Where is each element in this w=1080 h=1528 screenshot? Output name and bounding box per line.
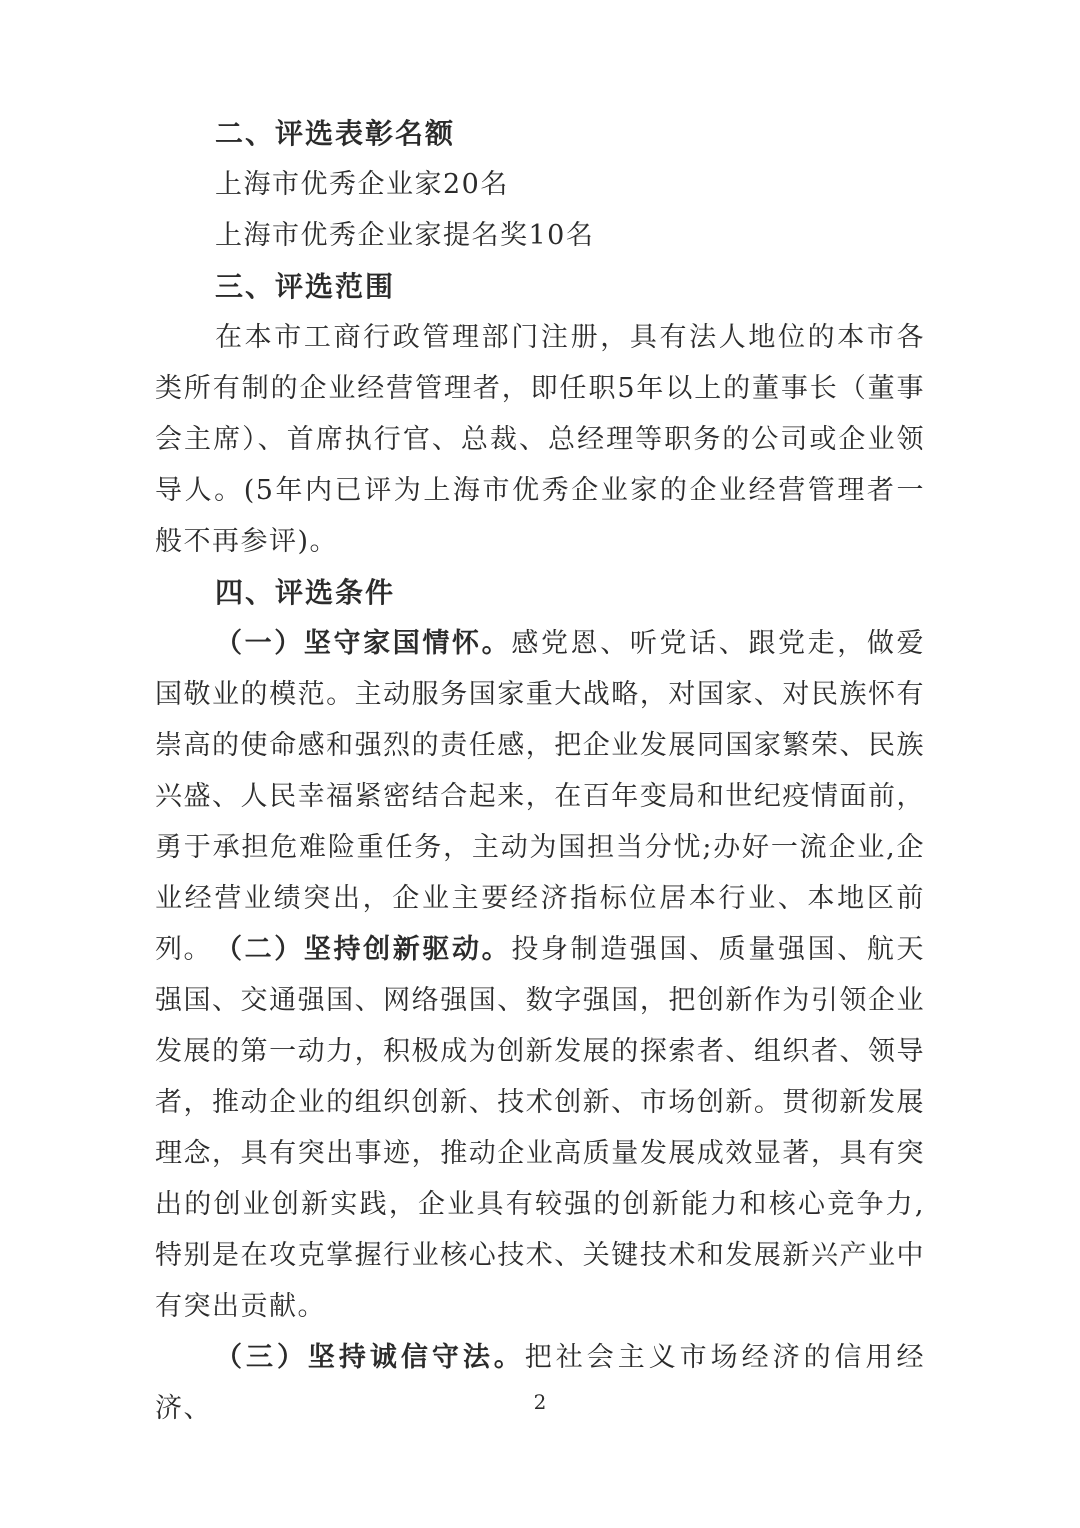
condition-text-3: 把社会主义市场经济的信用经济、 bbox=[155, 1342, 926, 1424]
condition-text-2: 投身制造强国、质量强国、航天强国、交通强国、网络强国、数字强国，把创新作为引领企业发展的第一动力，积极成为创新发展的探索者、组织者、领导者，推动企业的组织创新、技术创新、市场创新。贯彻新发展理念，具有突出事迹，推动企业高质量发展成效显著，具有突出的创业创新实践，企业具有较强的创新能力和核心竞争力,特别是在攻克掌握行业核心技术、关键技术和发展新兴产业中有突出贡献。 bbox=[155, 934, 926, 1322]
condition-text-1: 感党恩、听党话、跟党走，做爱国敬业的模范。主动服务国家重大战略，对国家、对民族怀有崇高的使命感和强烈的责任感，把企业发展同国家繁荣、民族兴盛、人民幸福紧密结合起来，在百年变局和世纪疫情面前，勇于承担危难险重任务，主动为国担当分忧;办好一流企业,企业经营业绩突出，企业主要经济指标位居本行业、本地区前列。 bbox=[155, 628, 926, 965]
quota-line-entrepreneur: 上海市优秀企业家20名 bbox=[215, 169, 509, 200]
condition-lead-2: （二）坚持创新驱动。 bbox=[215, 934, 512, 965]
condition-lead-1: （一）坚守家国情怀。 bbox=[215, 628, 512, 659]
section-heading-scope: 三、评选范围 bbox=[215, 270, 396, 303]
scope-paragraph-block bbox=[155, 312, 925, 567]
condition-item-1 bbox=[155, 618, 925, 975]
condition-item-2 bbox=[155, 924, 925, 1332]
quota-line-nomination: 上海市优秀企业家提名奖10名 bbox=[215, 220, 595, 251]
condition-item-3 bbox=[155, 1332, 925, 1434]
condition-lead-3: （三）坚持诚信守法。 bbox=[215, 1342, 525, 1373]
section-heading-conditions: 四、评选条件 bbox=[215, 576, 396, 609]
section-heading-quota: 二、评选表彰名额 bbox=[215, 117, 456, 150]
page-number: 2 bbox=[533, 1390, 547, 1414]
scope-paragraph: 在本市工商行政管理部门注册，具有法人地位的本市各类所有制的企业经营管理者，即任职5年以上的董事长（董事会主席）、首席执行官、总裁、总经理等职务的公司或企业领导人。(5年内已评为上海市优秀企业家的企业经营管理者一般不再参评)。 bbox=[155, 322, 925, 557]
